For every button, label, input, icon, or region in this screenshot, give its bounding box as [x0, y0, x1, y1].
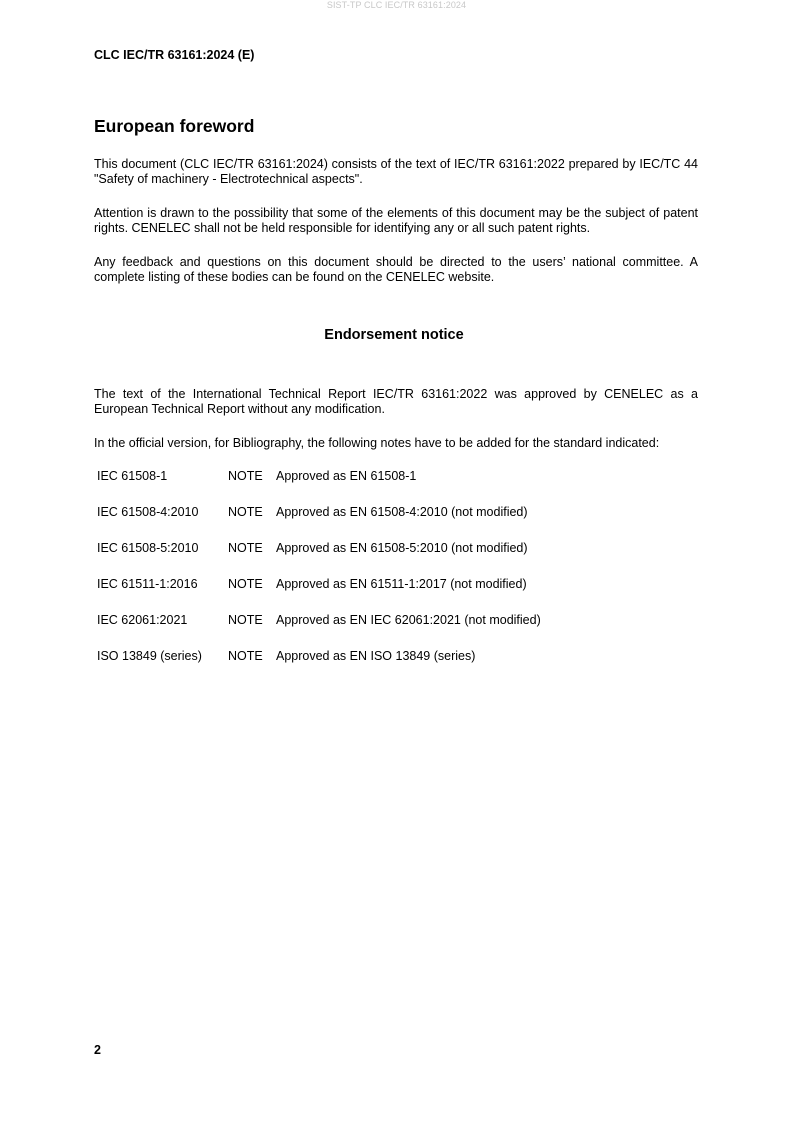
note-standard: IEC 61511-1:2016 [97, 577, 198, 591]
note-row [94, 539, 541, 575]
bibliography-notes-table [94, 467, 541, 683]
note-text: Approved as EN 61508-1 [276, 469, 417, 483]
note-text: Approved as EN 61511-1:2017 (not modified) [276, 577, 527, 591]
note-label: NOTE [228, 577, 263, 591]
document-id-header: CLC IEC/TR 63161:2024 (E) [94, 48, 255, 62]
european-foreword-heading: European foreword [94, 116, 255, 136]
foreword-paragraph-2: Attention is drawn to the possibility that some of the elements of this document may be the subject of patent rights. CENELEC shall not be held responsible for identifying any or all such patent rights. [94, 206, 698, 235]
note-row [94, 503, 541, 539]
note-standard: ISO 13849 (series) [97, 649, 202, 663]
note-row [94, 647, 541, 683]
note-standard: IEC 61508-4:2010 [97, 505, 199, 519]
note-label: NOTE [228, 469, 263, 483]
note-standard: IEC 62061:2021 [97, 613, 188, 627]
note-label: NOTE [228, 505, 263, 519]
note-standard: IEC 61508-5:2010 [97, 541, 199, 555]
endorsement-notice-heading: Endorsement notice [324, 327, 464, 343]
note-row [94, 575, 541, 611]
note-label: NOTE [228, 613, 263, 627]
note-standard: IEC 61508-1 [97, 469, 168, 483]
note-label: NOTE [228, 649, 263, 663]
foreword-paragraph-1: This document (CLC IEC/TR 63161:2024) consists of the text of IEC/TR 63161:2022 prepared by IEC/TC 44 "Safety of machinery - Electrotechnical aspects". [94, 157, 698, 186]
page-number: 2 [94, 1043, 101, 1057]
endorsement-paragraph-2: In the official version, for Bibliography, the following notes have to be added for the standard indicated: [94, 436, 660, 450]
foreword-paragraph-3: Any feedback and questions on this document should be directed to the users’ national committee. A complete listing of these bodies can be found on the CENELEC website. [94, 255, 698, 284]
note-text: Approved as EN 61508-4:2010 (not modified) [276, 505, 528, 519]
endorsement-paragraph-1: The text of the International Technical Report IEC/TR 63161:2022 was approved by CENELEC as a European Technical Report without any modification. [94, 387, 698, 416]
note-text: Approved as EN IEC 62061:2021 (not modified) [276, 613, 541, 627]
note-text: Approved as EN ISO 13849 (series) [276, 649, 476, 663]
watermark: SIST-TP CLC IEC/TR 63161:2024 [326, 0, 467, 10]
note-row [94, 467, 541, 503]
note-text: Approved as EN 61508-5:2010 (not modified) [276, 541, 528, 555]
note-row [94, 611, 541, 647]
note-label: NOTE [228, 541, 263, 555]
